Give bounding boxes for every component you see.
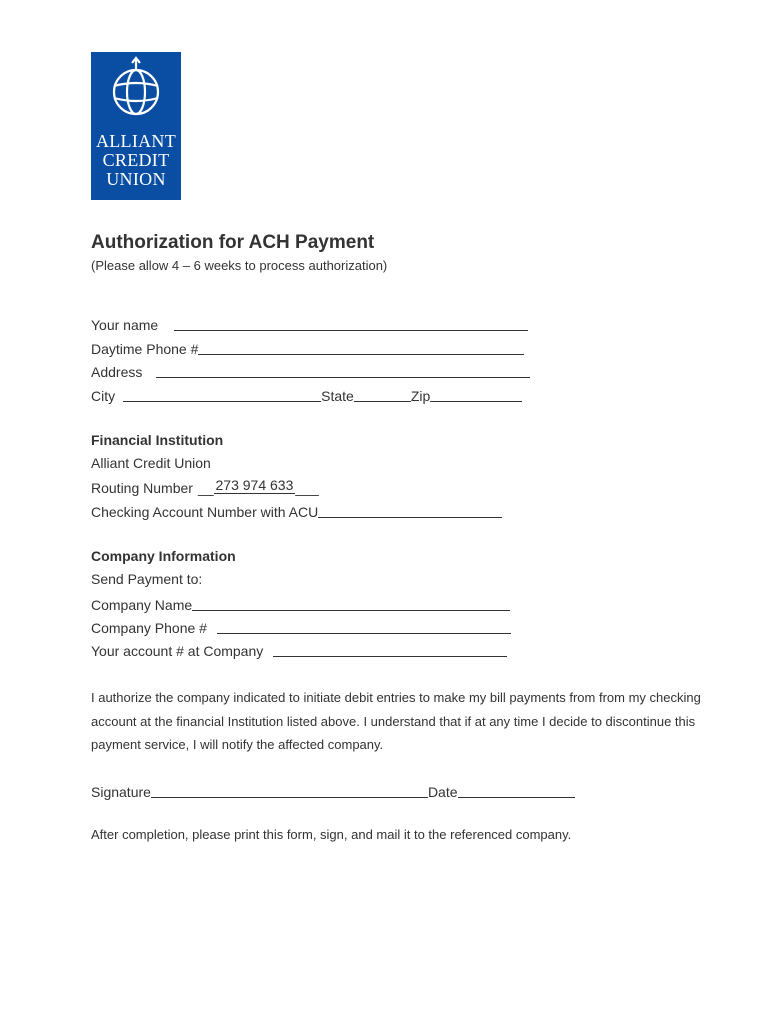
- date-field[interactable]: [458, 783, 575, 798]
- date-label: Date: [427, 784, 458, 800]
- logo-line: CREDIT: [102, 150, 170, 170]
- financial-institution-heading: Financial Institution: [91, 432, 224, 448]
- address-row: [91, 360, 530, 380]
- logo-line: ALLIANT: [95, 131, 177, 151]
- state-label: State: [321, 388, 354, 404]
- routing-number-label: Routing Number: [91, 480, 193, 496]
- your-name-row: [91, 313, 528, 333]
- signature-label: Signature: [91, 784, 151, 800]
- checking-account-label: Checking Account Number with ACU: [91, 504, 319, 520]
- routing-number-row: [91, 476, 319, 496]
- send-payment-to: Send Payment to:: [91, 571, 203, 587]
- zip-field[interactable]: [430, 387, 522, 402]
- routing-suffix: ___: [295, 480, 319, 496]
- company-name-row: [91, 593, 510, 613]
- company-phone-label: Company Phone #: [91, 620, 207, 636]
- institution-name: Alliant Credit Union: [91, 455, 211, 471]
- company-account-row: [91, 639, 507, 659]
- company-information-heading: Company Information: [91, 548, 236, 564]
- address-field[interactable]: [156, 363, 530, 378]
- company-account-label: Your account # at Company: [91, 643, 264, 659]
- globe-icon: [91, 52, 181, 132]
- completion-instructions: After completion, please print this form, sign, and mail it to the referenced company.: [91, 827, 572, 842]
- checking-account-field[interactable]: [318, 503, 502, 518]
- alliant-logo: [91, 52, 181, 200]
- city-field[interactable]: [123, 387, 321, 402]
- zip-label: Zip: [410, 388, 431, 404]
- form-title: Authorization for ACH Payment: [91, 232, 375, 253]
- state-field[interactable]: [354, 387, 411, 402]
- daytime-phone-label: Daytime Phone #: [91, 341, 199, 357]
- city-state-zip-row: [91, 384, 522, 404]
- company-account-field[interactable]: [273, 642, 507, 657]
- company-phone-row: [91, 616, 511, 636]
- routing-number-value: 273 974 633: [215, 477, 294, 493]
- authorization-statement: I authorize the company indicated to initiate debit entries to make my bill payments from from my checking account at the financial Institution listed above. I understand that if at any time I decide to discontinue this payment service, I will notify the affected company.: [91, 690, 701, 752]
- routing-prefix: __: [197, 480, 214, 496]
- your-name-field[interactable]: [174, 316, 528, 331]
- form-subtitle: (Please allow 4 – 6 weeks to process authorization): [91, 258, 388, 273]
- signature-row: [91, 780, 575, 800]
- your-name-label: Your name: [91, 317, 159, 333]
- city-label: City: [91, 388, 116, 404]
- address-label: Address: [91, 364, 143, 380]
- checking-account-row: [91, 500, 502, 520]
- logo-line: UNION: [106, 169, 166, 189]
- company-name-field[interactable]: [192, 596, 510, 611]
- company-name-label: Company Name: [91, 597, 193, 613]
- company-phone-field[interactable]: [217, 619, 511, 634]
- signature-field[interactable]: [151, 783, 428, 798]
- logo-wordmark: [91, 132, 181, 189]
- daytime-phone-field[interactable]: [198, 340, 524, 355]
- daytime-phone-row: [91, 337, 524, 357]
